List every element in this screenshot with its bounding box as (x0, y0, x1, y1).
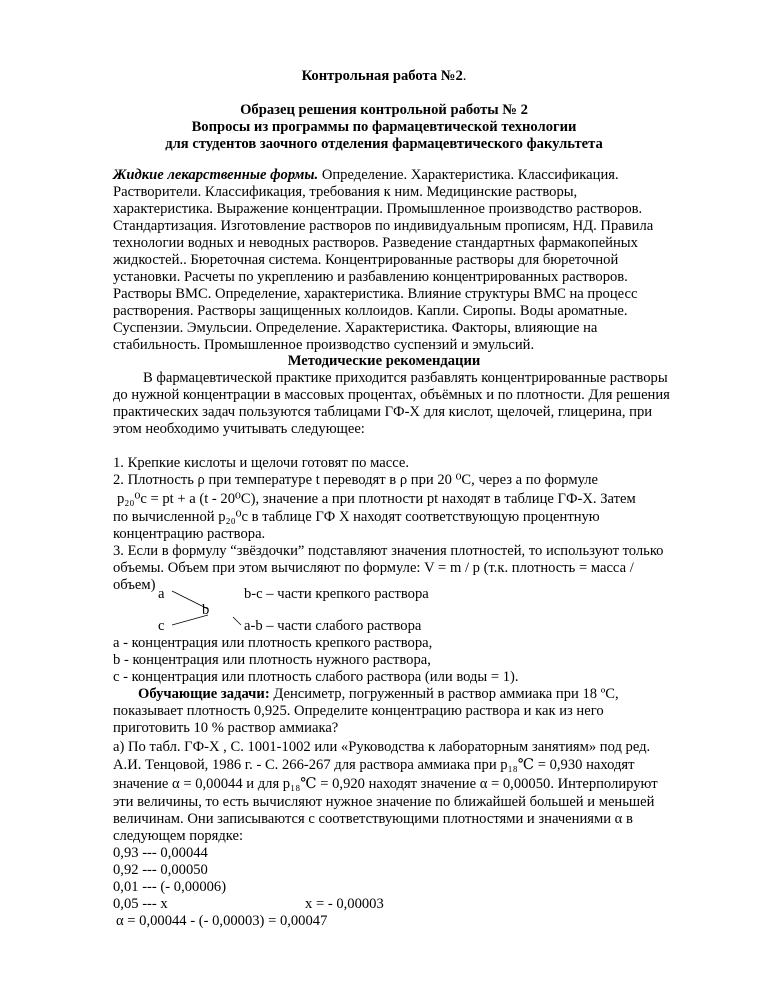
method-heading: Методические рекомендации (287, 353, 481, 369)
alpha-result: α = 0,00044 - (- 0,00003) = 0,00047 (116, 913, 328, 929)
method-paragraph-line: В фармацевтической практике приходится разбавлять концентрированные растворы (143, 370, 668, 386)
definition-line: a - концентрация или плотность крепкого раствора, (113, 635, 433, 651)
interpolation-row: 0,93 --- 0,00044 (113, 845, 208, 861)
method-paragraph-line: этом необходимо учитывать следующее: (113, 421, 365, 437)
task-line: приготовить 10 % раствор аммиака? (113, 720, 339, 736)
list-item-1: 1. Крепкие кислоты и щелочи готовят по массе. (113, 455, 409, 471)
program-line: Жидкие лекарственные формы. Определение. Характеристика. Классификация. (113, 167, 619, 183)
scheme-a: a (158, 586, 165, 602)
list-item-3-cont: объем) (113, 577, 156, 593)
scheme-c: c (158, 618, 165, 634)
list-item-3: 3. Если в формулу “звёздочки” подставляют значения плотностей, то используют только (113, 543, 664, 559)
program-line: Растворы ВМС. Определение, характеристика. Влияние структуры ВМС на процесс (113, 286, 638, 302)
program-line: жидкостей.. Бюреточная система. Концентрированные растворы для бюреточной (113, 252, 619, 268)
interpolation-row: 0,01 --- (- 0,00006) (113, 879, 227, 895)
list-item-3-cont: объемы. Объем при этом вычисляют по формуле: V = m / p (т.к. плотность = масса / (113, 560, 634, 576)
solution-line: следующем порядке: (113, 828, 244, 844)
list-item-2-cont: концентрацию раствора. (113, 526, 266, 542)
scheme-c-note: a-b – части слабого раствора (244, 618, 422, 634)
interpolation-result: x = - 0,00003 (305, 896, 384, 912)
program-line: Суспензии. Эмульсии. Определение. Характеристика. Факторы, влияющие на (113, 320, 598, 336)
task-line: показывает плотность 0,925. Определите концентрацию раствора и как из него (113, 703, 604, 719)
program-line: характеристика. Выражение концентрации. Промышленное производство растворов. (113, 201, 643, 217)
definition-line: с - концентрация или плотность слабого раствора (или воды = 1). (113, 669, 519, 685)
scheme-b: b (202, 602, 210, 618)
program-line: Стандартизация. Изготовление растворов по индивидуальным прописям, НД. Правила (113, 218, 654, 234)
program-line: Растворители. Классификация, требования к ним. Медицинские растворы, (113, 184, 578, 200)
dilution-scheme-lines (150, 585, 250, 635)
scheme-a-note: b-c – части крепкого раствора (244, 586, 429, 602)
program-line: стабильность. Промышленное производство суспензий и эмульсий. (113, 337, 535, 353)
definition-line: b - концентрация или плотность нужного раствора, (113, 652, 431, 668)
subtitle-audience: для студентов заочного отделения фармацевтического факультета (165, 136, 603, 152)
document-title: Контрольная работа №2. (301, 68, 467, 84)
solution-line: значение α = 0,00044 и для p₁₈℃ = 0,920 находят значение α = 0,00050. Интерполируют (113, 776, 658, 792)
program-line: установки. Расчеты по укреплению и разбавлению концентрированных растворов. (113, 269, 628, 285)
list-item-2: 2. Плотность ρ при температуре t переводят в ρ при 20 ⁰С, через а по формуле (113, 472, 598, 488)
subtitle-sample: Образец решения контрольной работы № 2 (240, 102, 528, 118)
program-line: растворения. Растворы защищенных коллоидов. Капли. Сиропы. Воды ароматные. (113, 303, 628, 319)
solution-line: величинам. Они записываются с соответствующими плотностями и значениями α в (113, 811, 633, 827)
interpolation-row: 0,92 --- 0,00050 (113, 862, 208, 878)
task-line: Обучающие задачи: Денсиметр, погруженный в раствор аммиака при 18 ºС, (138, 686, 619, 702)
subtitle-questions: Вопросы из программы по фармацевтической технологии (191, 119, 577, 135)
program-line: технологии водных и неводных растворов. Разведение стандартных фармакопейных (113, 235, 638, 251)
interpolation-row: 0,05 --- x (113, 896, 168, 912)
solution-line: А.И. Тенцовой, 1986 г. - С. 266-267 для раствора аммиака при p₁₈℃ = 0,930 находят (113, 757, 635, 773)
solution-line: а) По табл. ГФ-Х , С. 1001-1002 или «Руководства к лабораторным занятиям» под ред. (113, 739, 651, 755)
solution-line: эти величины, то есть вычисляют нужное значение по ближайшей большей и меньшей (113, 794, 655, 810)
density-formula: p₂₀⁰c = pt + a (t - 20⁰С), значение a при плотности pt находят в таблице ГФ-Х. Затем (117, 491, 636, 507)
list-item-2-cont: по вычисленной p₂₀⁰c в таблице ГФ Х находят соответствующую процентную (113, 509, 600, 525)
method-paragraph-line: до нужной концентрации в массовых процентах, объёмных и по плотности. Для решения (113, 387, 670, 403)
method-paragraph-line: практических задач пользуются таблицами ГФ-Х для кислот, щелочей, глицерина, при (113, 404, 653, 420)
